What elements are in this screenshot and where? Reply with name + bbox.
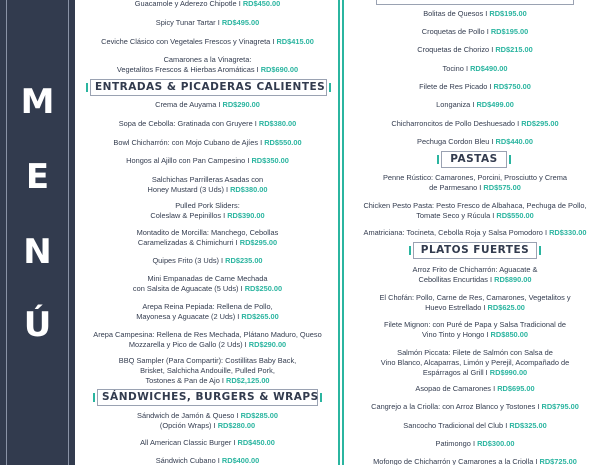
- list-item: El Chofán: Pollo, Carne de Res, Camarones, Vegetalitos y Huevo Estrellado I RD$625.00: [379, 293, 571, 312]
- list-item: Bolitas de Quesos I RD$195.00: [423, 9, 527, 18]
- column-divider-right: [342, 0, 344, 465]
- list-item: Cangrejo a la Criolla: con Arroz Blanco y Tostones I RD$795.00: [371, 402, 579, 411]
- list-item: Patimongo I RD$300.00: [435, 439, 515, 448]
- list-item: Salchichas Parrilleras Asadas con Honey Mustard (3 Uds) I RD$380.00: [147, 175, 268, 194]
- list-item: Sopa de Cebolla: Gratinada con Gruyere I RD$380.00: [118, 119, 297, 128]
- section-title-sandwiches: SÁNDWICHES, BURGERS & WRAPS: [97, 389, 318, 406]
- list-item: Spicy Tunar Tartar I RD$495.00: [155, 18, 260, 27]
- list-item: Amatriciana: Tocineta, Cebolla Roja y Salsa Pomodoro I RD$330.00: [363, 228, 587, 237]
- list-item: Arepa Campesina: Rellena de Res Mechada, Plátano Maduro, Queso Mozzarella y Pico de Gallo (2 Uds) I RD$290.00: [93, 330, 322, 349]
- list-item: Chicken Pesto Pasta: Pesto Fresco de Albahaca, Pechuga de Pollo, Tomate Seco y Rúcula I RD$550.00: [363, 201, 587, 220]
- list-item: All American Classic Burger I RD$450.00: [140, 438, 275, 447]
- list-item: Hongos al Ajillo con Pan Campesino I RD$350.00: [126, 156, 289, 165]
- sidebar-letter-n: N: [23, 232, 52, 272]
- list-item: Chicharroncitos de Pollo Deshuesado I RD$295.00: [391, 119, 559, 128]
- list-item: Croquetas de Pollo I RD$195.00: [421, 27, 529, 36]
- list-item: Salmón Piccata: Filete de Salmón con Salsa de Vino Blanco, Alcaparras, Limón y Perejil, Acompañado de Espárragos al Grill I RD$990.00: [380, 348, 570, 377]
- list-item: Croquetas de Chorizo I RD$215.00: [417, 45, 533, 54]
- cut-off-section-frame: [376, 0, 574, 5]
- list-item: Sándwich Cubano I RD$400.00: [155, 456, 260, 465]
- list-item: Montadito de Morcilla: Manchego, Cebollas Caramelizadas & Chimichurri I RD$295.00: [136, 228, 279, 247]
- list-item: Mini Empanadas de Carne Mechada con Salsita de Aguacate (5 Uds) I RD$250.00: [132, 274, 283, 293]
- list-item: Sancocho Tradicional del Club I RD$325.00: [403, 421, 547, 430]
- list-item: Asopao de Camarones I RD$695.00: [415, 384, 535, 393]
- menu-sidebar: [0, 0, 75, 465]
- column-divider-left: [338, 0, 340, 465]
- list-item: Penne Rústico: Camarones, Porcini, Prosciutto y Crema de Parmesano I RD$575.00: [382, 173, 568, 192]
- list-item: Longaniza I RD$499.00: [436, 100, 514, 109]
- list-item: BBQ Sampler (Para Compartir): Costillitas Baby Back, Brisket, Salchicha Andouille, Pulled Pork, Tostones & Pan de Ajo I RD$2,125.00: [118, 356, 297, 385]
- list-item: Ceviche Clásico con Vegetales Frescos y Vinagreta I RD$415.00: [101, 37, 314, 46]
- list-item: Mofongo de Chicharrón y Camarones a la Criolla I RD$725.00: [373, 457, 577, 465]
- sidebar-letter-m: M: [20, 82, 55, 122]
- section-title-entradas: ENTRADAS & PICADERAS CALIENTES: [90, 79, 327, 96]
- list-item: Sándwich de Jamón & Queso I RD$285.00 (Opción Wraps) I RD$280.00: [137, 411, 278, 430]
- sidebar-letter-e: E: [25, 157, 50, 197]
- section-title-pastas: PASTAS: [441, 151, 507, 168]
- section-title-platos-fuertes: PLATOS FUERTES: [413, 242, 537, 259]
- list-item: Camarones a la Vinagreta: Vegetalitos Frescos & Hierbas Aromáticas I RD$690.00: [116, 55, 299, 74]
- list-item: Tocino I RD$490.00: [442, 64, 508, 73]
- list-item: Arepa Reina Pepiada: Rellena de Pollo, Mayonesa y Aguacate (2 Uds) I RD$265.00: [136, 302, 279, 321]
- list-item: Guacamole y Aderezo Chipotle I RD$450.00: [134, 0, 281, 8]
- list-item: Bowl Chicharrón: con Mojo Cubano de Ajíes I RD$550.00: [113, 138, 302, 147]
- list-item: Filete de Res Picado I RD$750.00: [419, 82, 531, 91]
- list-item: Pulled Pork Sliders: Coleslaw & Pepinillos I RD$390.00: [150, 201, 265, 220]
- list-item: Quipes Frito (3 Uds) I RD$235.00: [152, 256, 263, 265]
- sidebar-letter-u-accent: Ú: [23, 305, 52, 345]
- list-item: Pechuga Cordon Bleu I RD$440.00: [417, 137, 533, 146]
- list-item: Crema de Auyama I RD$290.00: [155, 100, 260, 109]
- list-item: Filete Mignon: con Puré de Papa y Salsa Tradicional de Vino Tinto y Hongo I RD$850.00: [384, 320, 566, 339]
- list-item: Arroz Frito de Chicharrón: Aguacate & Cebollitas Encurtidas I RD$890.00: [412, 265, 538, 284]
